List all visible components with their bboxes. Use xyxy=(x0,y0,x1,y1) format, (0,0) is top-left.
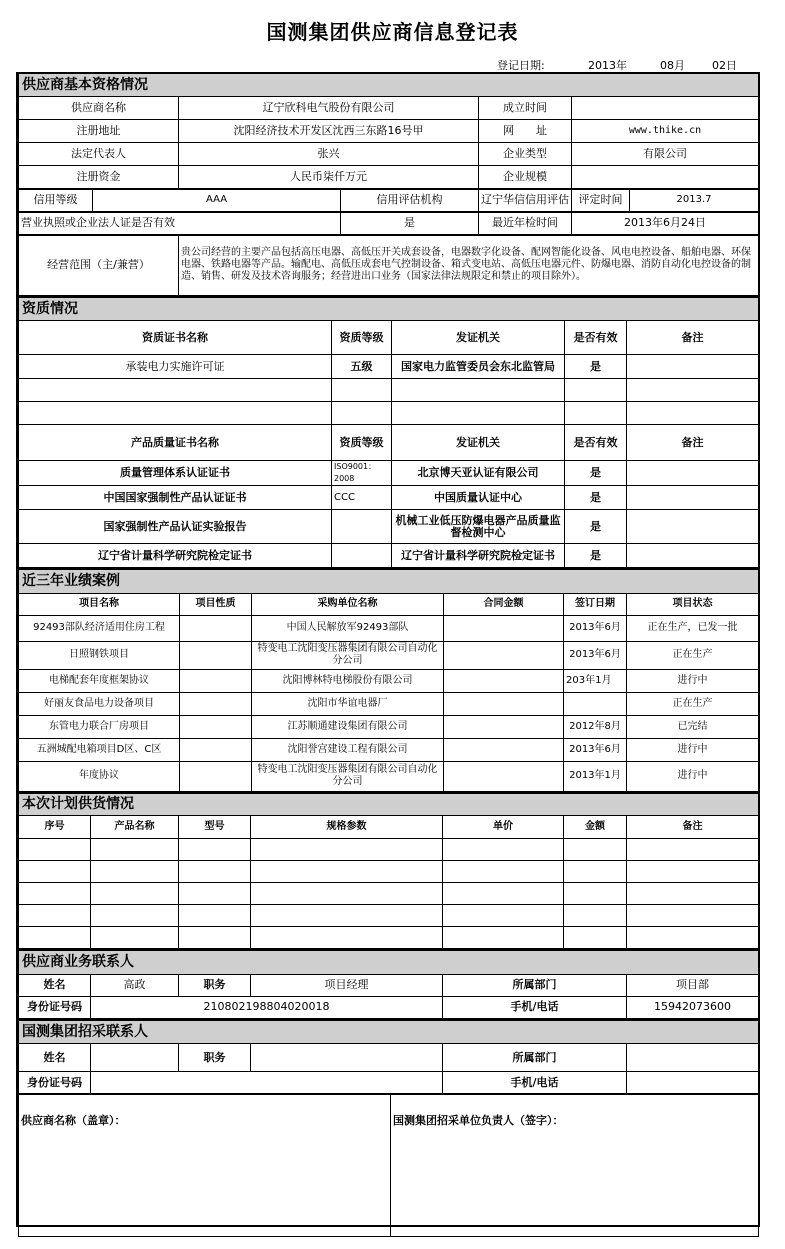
rated-time-value[interactable]: 2013.7 xyxy=(630,189,759,211)
supply-cell[interactable] xyxy=(627,839,759,861)
qual-cert-note[interactable] xyxy=(627,379,759,402)
supplier-name-label: 供应商名称 xyxy=(19,96,179,119)
perf-amount[interactable] xyxy=(444,761,564,791)
qual-cert-level[interactable] xyxy=(332,379,392,402)
supplier-seal-area[interactable]: 供应商名称（盖章）： xyxy=(19,1095,391,1237)
qual-cert-name[interactable]: 承装电力实施许可证 xyxy=(19,355,332,379)
prod-cert-name[interactable]: 中国国家强制性产品认证证书 xyxy=(19,486,332,510)
contact-dept-value[interactable]: 项目部 xyxy=(627,974,759,996)
table-row xyxy=(19,905,759,927)
supply-cell[interactable] xyxy=(19,861,91,883)
prod-cert-level[interactable]: ISO9001：2008 xyxy=(332,461,392,486)
perf-project[interactable]: 东管电力联合厂房项目 xyxy=(19,715,180,738)
contact-phone-label: 手机/电话 xyxy=(443,996,627,1018)
supply-cell[interactable] xyxy=(627,861,759,883)
qual-header-level: 资质等级 xyxy=(332,321,392,355)
prod-cert-level[interactable]: CCC xyxy=(332,486,392,510)
table-row xyxy=(19,839,759,861)
perf-amount[interactable] xyxy=(444,738,564,761)
prod-cert-valid[interactable]: 是 xyxy=(565,461,627,486)
reg-year: 2013年 xyxy=(588,59,627,72)
perf-status[interactable]: 正在生产，已发一批 xyxy=(627,615,759,641)
page-title: 国测集团供应商信息登记表 xyxy=(266,20,519,44)
supply-cell[interactable] xyxy=(564,905,627,927)
prod-cert-name[interactable]: 国家强制性产品认证实验报告 xyxy=(19,510,332,544)
supply-cell[interactable] xyxy=(443,927,564,949)
qual-cert-level[interactable]: 五级 xyxy=(332,355,392,379)
qual-header-note: 备注 xyxy=(627,321,759,355)
contact-phone-value[interactable]: 15942073600 xyxy=(627,996,759,1018)
credit-table xyxy=(18,189,759,212)
performance-table xyxy=(18,568,759,792)
table-row xyxy=(19,355,759,379)
prod-cert-valid[interactable]: 是 xyxy=(565,510,627,544)
perf-status[interactable]: 进行中 xyxy=(627,669,759,692)
perf-date[interactable]: 2013年6月 xyxy=(564,641,627,669)
qual-cert-issuer[interactable] xyxy=(392,379,565,402)
perf-amount[interactable] xyxy=(444,615,564,641)
perf-buyer[interactable]: 特变电工沈阳变压器集团有限公司自动化分公司 xyxy=(252,641,444,669)
contact-title-label: 职务 xyxy=(179,974,251,996)
qual-header-valid: 是否有效 xyxy=(565,321,627,355)
supply-table xyxy=(18,792,759,950)
perf-nature[interactable] xyxy=(180,641,252,669)
contact-title-value[interactable]: 项目经理 xyxy=(251,974,443,996)
gc-dept-label: 所属部门 xyxy=(443,1044,627,1072)
table-row xyxy=(19,510,759,544)
prod-cert-issuer[interactable]: 机械工业低压防爆电器产品质量监督检测中心 xyxy=(392,510,565,544)
supply-header-no: 序号 xyxy=(19,816,91,839)
credit-level-label: 信用等级 xyxy=(19,189,93,211)
prod-header-valid: 是否有效 xyxy=(565,425,627,461)
license-table xyxy=(18,212,759,235)
license-label: 营业执照或企业法人证是否有效 xyxy=(19,212,341,234)
perf-header-project: 项目名称 xyxy=(19,593,180,615)
reg-month: 08月 xyxy=(660,59,685,72)
supply-cell[interactable] xyxy=(251,883,443,905)
contact-name-label: 姓名 xyxy=(19,974,91,996)
scale-label: 企业规模 xyxy=(479,165,572,188)
supply-cell[interactable] xyxy=(251,861,443,883)
address-value[interactable]: 沈阳经济技术开发区沈西三东路16号甲 xyxy=(179,119,479,142)
perf-project[interactable]: 92493部队经济适用住房工程 xyxy=(19,615,180,641)
perf-amount[interactable] xyxy=(444,641,564,669)
registration-form xyxy=(16,72,760,1227)
prod-header-note: 备注 xyxy=(627,425,759,461)
scope-value[interactable]: 贵公司经营的主要产品包括高压电器、高低压开关成套设备，电器数字化设备、配网智能化设备、风电电控设备、船舶电器、环保电器、铁路电器等产品。输配电、高低压成套电气控制设备、箱式变电站、高低压电器元件、防爆电器、消防自动化电控设备的制造、销售、研发及技术咨询服务；经营进出口业务（国家法律法规限定和禁止的项目除外）。 xyxy=(179,235,759,295)
perf-date[interactable]: 2013年6月 xyxy=(564,738,627,761)
perf-nature[interactable] xyxy=(180,715,252,738)
qual-cert-issuer[interactable]: 国家电力监管委员会东北监管局 xyxy=(392,355,565,379)
inspect-value[interactable]: 2013年6月24日 xyxy=(572,212,759,234)
rated-time-label: 评定时间 xyxy=(572,189,630,211)
company-type-label: 企业类型 xyxy=(479,142,572,165)
credit-agency-label: 信用评估机构 xyxy=(341,189,479,211)
gc-title-value[interactable] xyxy=(251,1044,443,1072)
supply-cell[interactable] xyxy=(179,927,251,949)
prod-cert-valid[interactable]: 是 xyxy=(565,544,627,568)
supply-cell[interactable] xyxy=(91,927,179,949)
supply-cell[interactable] xyxy=(564,927,627,949)
prod-cert-name[interactable]: 质量管理体系认证证书 xyxy=(19,461,332,486)
supply-cell[interactable] xyxy=(564,839,627,861)
perf-nature[interactable] xyxy=(180,738,252,761)
prod-cert-note[interactable] xyxy=(627,510,759,544)
supply-cell[interactable] xyxy=(627,883,759,905)
perf-nature[interactable] xyxy=(180,669,252,692)
table-row xyxy=(19,379,759,402)
qual-cert-valid[interactable] xyxy=(565,402,627,425)
supply-cell[interactable] xyxy=(91,883,179,905)
supply-header-product: 产品名称 xyxy=(91,816,179,839)
qual-cert-name[interactable] xyxy=(19,402,332,425)
perf-header-amount: 合同金额 xyxy=(444,593,564,615)
gc-dept-value[interactable] xyxy=(627,1044,759,1072)
perf-date[interactable]: 2013年1月 xyxy=(564,761,627,791)
prod-cert-note[interactable] xyxy=(627,461,759,486)
contact-id-label: 身份证号码 xyxy=(19,996,91,1018)
supply-cell[interactable] xyxy=(443,905,564,927)
supply-cell[interactable] xyxy=(179,861,251,883)
gc-name-label: 姓名 xyxy=(19,1044,91,1072)
perf-nature[interactable] xyxy=(180,692,252,715)
table-row xyxy=(19,738,759,761)
table-row xyxy=(19,861,759,883)
perf-buyer[interactable]: 江苏顺通建设集团有限公司 xyxy=(252,715,444,738)
perf-date[interactable]: 2013年6月 xyxy=(564,615,627,641)
gc-signature-area[interactable]: 国测集团招采单位负责人（签字）： xyxy=(391,1095,759,1237)
table-row xyxy=(19,486,759,510)
perf-buyer[interactable]: 沈阳市华谊电器厂 xyxy=(252,692,444,715)
qualification-table xyxy=(18,296,759,569)
supply-cell[interactable] xyxy=(91,905,179,927)
gc-name-value[interactable] xyxy=(91,1044,179,1072)
perf-header-nature: 项目性质 xyxy=(180,593,252,615)
table-row xyxy=(19,927,759,949)
website-value[interactable]: www.thike.cn xyxy=(572,119,759,142)
contact-id-value[interactable]: 210802198804020018 xyxy=(91,996,443,1018)
prod-header-name: 产品质量证书名称 xyxy=(19,425,332,461)
contact-dept-label: 所属部门 xyxy=(443,974,627,996)
perf-nature[interactable] xyxy=(180,615,252,641)
section-supplier-contact: 供应商业务联系人 xyxy=(19,950,759,974)
table-row xyxy=(19,883,759,905)
section-gc-contact: 国测集团招采联系人 xyxy=(19,1020,759,1044)
perf-amount[interactable] xyxy=(444,715,564,738)
supply-cell[interactable] xyxy=(564,861,627,883)
qual-header-name: 资质证书名称 xyxy=(19,321,332,355)
supply-cell[interactable] xyxy=(443,883,564,905)
perf-status[interactable]: 正在生产 xyxy=(627,641,759,669)
qual-cert-name[interactable] xyxy=(19,379,332,402)
prod-cert-issuer[interactable]: 中国质量认证中心 xyxy=(392,486,565,510)
table-row xyxy=(19,669,759,692)
supply-cell[interactable] xyxy=(91,861,179,883)
supply-cell[interactable] xyxy=(91,839,179,861)
perf-project[interactable]: 电梯配套年度框架协议 xyxy=(19,669,180,692)
section-supply: 本次计划供货情况 xyxy=(19,793,759,816)
perf-status[interactable]: 进行中 xyxy=(627,738,759,761)
supplier-contact-table xyxy=(18,949,759,1019)
prod-cert-name[interactable]: 辽宁省计量科学研究院检定证书 xyxy=(19,544,332,568)
credit-level-value[interactable]: AAA xyxy=(93,189,341,211)
supply-cell[interactable] xyxy=(179,883,251,905)
capital-value[interactable]: 人民币柒仟万元 xyxy=(179,165,479,188)
capital-label: 注册资金 xyxy=(19,165,179,188)
prod-header-level: 资质等级 xyxy=(332,425,392,461)
prod-cert-issuer[interactable]: 辽宁省计量科学研究院检定证书 xyxy=(392,544,565,568)
perf-date[interactable] xyxy=(564,692,627,715)
perf-amount[interactable] xyxy=(444,669,564,692)
legal-rep-label: 法定代表人 xyxy=(19,142,179,165)
supply-header-price: 单价 xyxy=(443,816,564,839)
supply-cell[interactable] xyxy=(179,839,251,861)
inspect-label: 最近年检时间 xyxy=(479,212,572,234)
reg-date-label: 登记日期: xyxy=(497,59,545,72)
perf-header-date: 签订日期 xyxy=(564,593,627,615)
perf-amount[interactable] xyxy=(444,692,564,715)
perf-project[interactable]: 日照钢铁项目 xyxy=(19,641,180,669)
reg-day: 02日 xyxy=(712,59,737,72)
supply-cell[interactable] xyxy=(179,905,251,927)
table-row xyxy=(19,641,759,669)
perf-project[interactable]: 好丽友食品电力设备项目 xyxy=(19,692,180,715)
supply-header-spec: 规格参数 xyxy=(251,816,443,839)
prod-header-issuer: 发证机关 xyxy=(392,425,565,461)
qual-cert-issuer[interactable] xyxy=(392,402,565,425)
qual-cert-level[interactable] xyxy=(332,402,392,425)
supply-cell[interactable] xyxy=(19,905,91,927)
prod-cert-note[interactable] xyxy=(627,544,759,568)
table-row xyxy=(19,715,759,738)
gc-contact-table xyxy=(18,1019,759,1095)
perf-buyer[interactable]: 沈阳誉宫建设工程有限公司 xyxy=(252,738,444,761)
scope-label: 经营范围（主/兼营） xyxy=(19,235,179,295)
scope-table xyxy=(18,235,759,296)
supply-cell[interactable] xyxy=(19,839,91,861)
section-performance: 近三年业绩案例 xyxy=(19,569,759,593)
signature-table xyxy=(18,1094,759,1237)
perf-header-status: 项目状态 xyxy=(627,593,759,615)
credit-agency-value[interactable]: 辽宁华信信用评估 xyxy=(479,189,572,211)
qual-cert-note[interactable] xyxy=(627,355,759,379)
perf-buyer[interactable]: 特变电工沈阳变压器集团有限公司自动化分公司 xyxy=(252,761,444,791)
table-row xyxy=(19,692,759,715)
supply-header-note: 备注 xyxy=(627,816,759,839)
license-value[interactable]: 是 xyxy=(341,212,479,234)
company-type-value[interactable]: 有限公司 xyxy=(572,142,759,165)
table-row xyxy=(19,615,759,641)
table-row xyxy=(19,402,759,425)
perf-status[interactable]: 进行中 xyxy=(627,761,759,791)
gc-id-label: 身份证号码 xyxy=(19,1072,91,1094)
supply-cell[interactable] xyxy=(251,927,443,949)
supply-cell[interactable] xyxy=(443,839,564,861)
perf-buyer[interactable]: 沈阳博林特电梯股份有限公司 xyxy=(252,669,444,692)
qual-cert-note[interactable] xyxy=(627,402,759,425)
perf-project[interactable]: 年度协议 xyxy=(19,761,180,791)
gc-phone-value[interactable] xyxy=(627,1072,759,1094)
website-label: 网 址 xyxy=(479,119,572,142)
perf-buyer[interactable]: 中国人民解放军92493部队 xyxy=(252,615,444,641)
table-row xyxy=(19,461,759,486)
founded-label: 成立时间 xyxy=(479,96,572,119)
prod-cert-valid[interactable]: 是 xyxy=(565,486,627,510)
table-row xyxy=(19,544,759,568)
supply-cell[interactable] xyxy=(627,905,759,927)
supply-header-model: 型号 xyxy=(179,816,251,839)
table-row xyxy=(19,761,759,791)
supply-cell[interactable] xyxy=(251,905,443,927)
supply-cell[interactable] xyxy=(564,883,627,905)
supply-cell[interactable] xyxy=(19,883,91,905)
section-basic: 供应商基本资格情况 xyxy=(19,74,759,96)
prod-cert-level[interactable] xyxy=(332,544,392,568)
perf-date[interactable]: 2012年8月 xyxy=(564,715,627,738)
gc-title-label: 职务 xyxy=(179,1044,251,1072)
perf-nature[interactable] xyxy=(180,761,252,791)
supply-cell[interactable] xyxy=(19,927,91,949)
supply-cell[interactable] xyxy=(251,839,443,861)
perf-header-buyer: 采购单位名称 xyxy=(252,593,444,615)
supplier-name[interactable]: 辽宁欣科电气股份有限公司 xyxy=(179,96,479,119)
contact-name-value[interactable]: 高政 xyxy=(91,974,179,996)
perf-status[interactable]: 已完结 xyxy=(627,715,759,738)
qual-cert-valid[interactable] xyxy=(565,379,627,402)
gc-id-value[interactable] xyxy=(91,1072,443,1094)
address-label: 注册地址 xyxy=(19,119,179,142)
prod-cert-level[interactable] xyxy=(332,510,392,544)
qual-header-issuer: 发证机关 xyxy=(392,321,565,355)
supply-cell[interactable] xyxy=(443,861,564,883)
perf-date[interactable]: 203年1月 xyxy=(564,669,627,692)
supply-cell[interactable] xyxy=(627,927,759,949)
supply-header-amount: 金额 xyxy=(564,816,627,839)
perf-project[interactable]: 五洲城配电箱项目D区、C区 xyxy=(19,738,180,761)
founded-value[interactable] xyxy=(572,96,759,119)
prod-cert-issuer[interactable]: 北京博天亚认证有限公司 xyxy=(392,461,565,486)
gc-phone-label: 手机/电话 xyxy=(443,1072,627,1094)
basic-info-table xyxy=(18,74,759,189)
legal-rep-value[interactable]: 张兴 xyxy=(179,142,479,165)
prod-cert-note[interactable] xyxy=(627,486,759,510)
qual-cert-valid[interactable]: 是 xyxy=(565,355,627,379)
section-qualifications: 资质情况 xyxy=(19,297,759,321)
perf-status[interactable]: 正在生产 xyxy=(627,692,759,715)
scale-value[interactable] xyxy=(572,165,759,188)
